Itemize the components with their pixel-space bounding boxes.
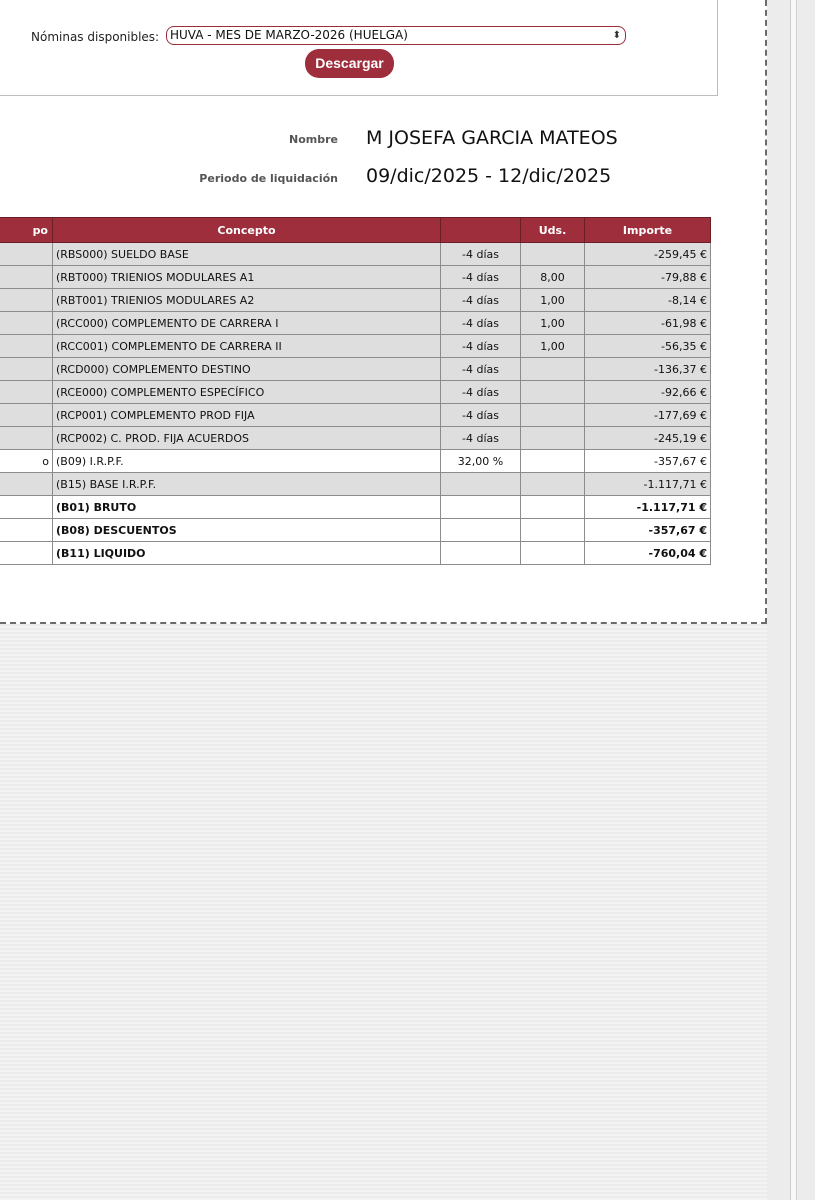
cell-uds [521,496,585,519]
col-header-dias [441,218,521,243]
cell-concepto: (RCD000) COMPLEMENTO DESTINO [53,358,441,381]
cell-concepto: (B01) BRUTO [53,496,441,519]
cell-importe: -1.117,71 € [585,473,711,496]
cell-dias [441,473,521,496]
cell-uds: 1,00 [521,335,585,358]
table-row [0,496,711,519]
cell-uds [521,381,585,404]
table-row [0,381,711,404]
table-row [0,427,711,450]
cell-dias [441,519,521,542]
table-row [0,266,711,289]
cell-concepto: (RCC000) COMPLEMENTO DE CARRERA I [53,312,441,335]
table-row [0,312,711,335]
col-header-tipo: po [0,218,53,243]
cell-dias: -4 días [441,243,521,266]
cell-uds [521,404,585,427]
cell-dias: -4 días [441,427,521,450]
cell-importe: -245,19 € [585,427,711,450]
cell-importe: -56,35 € [585,335,711,358]
cell-tipo [0,381,53,404]
period-label: Periodo de liquidación [199,172,338,185]
cell-importe: -1.117,71 € [585,496,711,519]
cell-tipo [0,473,53,496]
cell-importe: -259,45 € [585,243,711,266]
table-row [0,473,711,496]
cell-importe: -136,37 € [585,358,711,381]
cell-concepto: (RCP002) C. PROD. FIJA ACUERDOS [53,427,441,450]
cell-importe: -79,88 € [585,266,711,289]
cell-tipo [0,289,53,312]
table-row [0,519,711,542]
vertical-scrollbar[interactable] [790,0,797,1200]
cell-concepto: (B11) LIQUIDO [53,542,441,565]
cell-dias: -4 días [441,266,521,289]
table-row [0,358,711,381]
cell-uds: 1,00 [521,312,585,335]
cell-dias: -4 días [441,358,521,381]
cell-importe: -8,14 € [585,289,711,312]
cell-tipo [0,335,53,358]
download-panel [0,0,718,96]
cell-concepto: (B08) DESCUENTOS [53,519,441,542]
cell-dias: -4 días [441,289,521,312]
cell-dias [441,496,521,519]
cell-concepto: (RCE000) COMPLEMENTO ESPECÍFICO [53,381,441,404]
cell-tipo [0,519,53,542]
cell-uds [521,473,585,496]
liquidation-period: 09/dic/2025 - 12/dic/2025 [366,165,612,187]
cell-concepto: (B09) I.R.P.F. [53,450,441,473]
cell-uds [521,519,585,542]
col-header-uds: Uds. [521,218,585,243]
table-header-row [0,218,711,243]
cell-importe: -61,98 € [585,312,711,335]
payroll-table [0,217,711,565]
table-row [0,404,711,427]
nominas-label: Nóminas disponibles: [31,30,160,44]
nominas-select[interactable] [166,26,626,45]
cell-concepto: (B15) BASE I.R.P.F. [53,473,441,496]
table-row [0,243,711,266]
table-row [0,289,711,312]
cell-importe: -357,67 € [585,519,711,542]
cell-importe: -760,04 € [585,542,711,565]
cell-dias [441,542,521,565]
col-header-concepto: Concepto [53,218,441,243]
nominas-select-value: HUVA - MES DE MARZO-2026 (HUELGA) [170,28,408,42]
cell-dias: 32,00 % [441,450,521,473]
download-button[interactable]: Descargar [305,49,394,78]
cell-uds [521,358,585,381]
cell-importe: -177,69 € [585,404,711,427]
cell-tipo [0,427,53,450]
cell-tipo [0,404,53,427]
table-row [0,335,711,358]
cell-concepto: (RCP001) COMPLEMENTO PROD FIJA [53,404,441,427]
payroll-table-body [0,243,711,565]
name-label: Nombre [289,133,338,146]
cell-tipo [0,542,53,565]
cell-tipo [0,266,53,289]
cell-concepto: (RBT000) TRIENIOS MODULARES A1 [53,266,441,289]
cell-importe: -357,67 € [585,450,711,473]
cell-uds [521,427,585,450]
cell-uds: 8,00 [521,266,585,289]
cell-concepto: (RCC001) COMPLEMENTO DE CARRERA II [53,335,441,358]
cell-uds [521,542,585,565]
table-row [0,450,711,473]
cell-tipo [0,312,53,335]
cell-dias: -4 días [441,335,521,358]
cell-concepto: (RBT001) TRIENIOS MODULARES A2 [53,289,441,312]
chevron-updown-icon: ⬍ [612,30,621,41]
employee-name: M JOSEFA GARCIA MATEOS [366,127,618,149]
cell-importe: -92,66 € [585,381,711,404]
cell-dias: -4 días [441,312,521,335]
cell-uds [521,243,585,266]
cell-dias: -4 días [441,381,521,404]
col-header-importe: Importe [585,218,711,243]
cell-dias: -4 días [441,404,521,427]
cell-tipo [0,496,53,519]
cell-tipo: o [0,450,53,473]
cell-tipo [0,243,53,266]
cell-concepto: (RBS000) SUELDO BASE [53,243,441,266]
cell-uds [521,450,585,473]
cell-uds: 1,00 [521,289,585,312]
cell-tipo [0,358,53,381]
table-row [0,542,711,565]
